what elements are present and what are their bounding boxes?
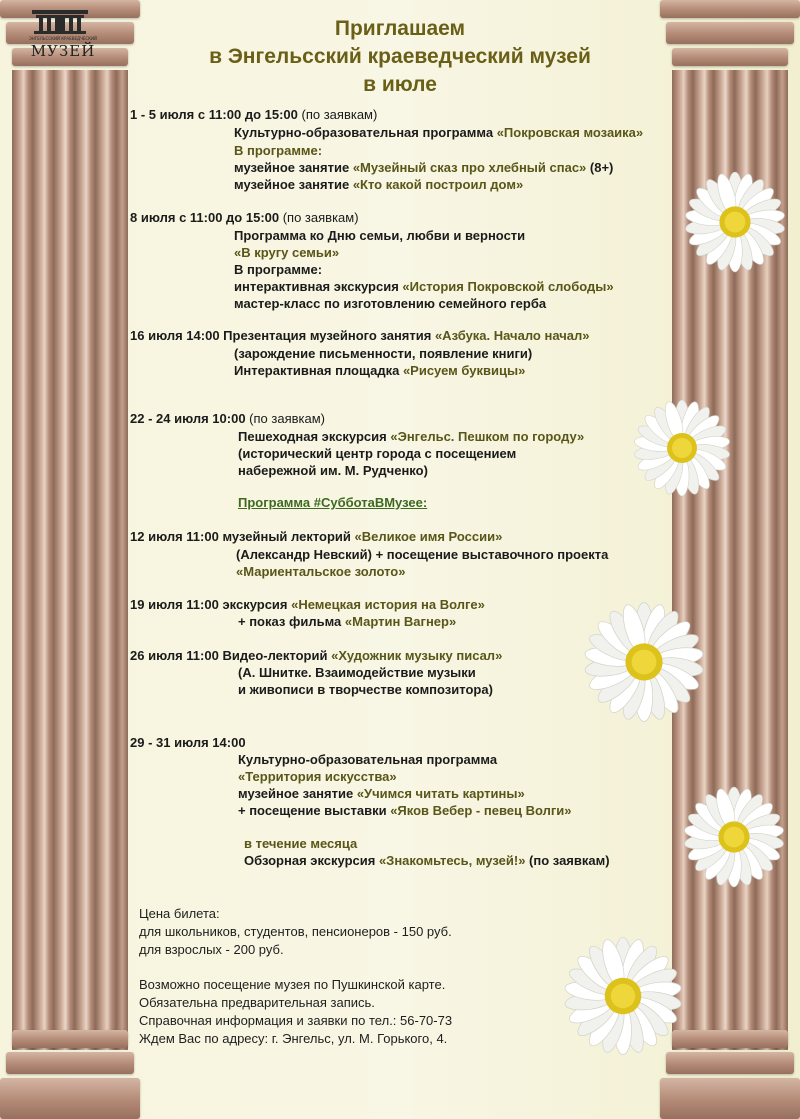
phone-number: 56-70-73 bbox=[400, 1013, 453, 1028]
event-note: (по заявкам) bbox=[525, 853, 610, 868]
event-8-line-3: «Территория искусства» bbox=[238, 769, 397, 784]
booking-note: Обязательна предварительная запись. bbox=[139, 995, 375, 1010]
event-5-line-1 bbox=[130, 528, 502, 545]
museum-logo bbox=[24, 8, 102, 64]
column-base-slab bbox=[0, 1078, 140, 1119]
event-date: 16 июля 14:00 bbox=[130, 328, 220, 343]
event-title: «История Покровской слободы» bbox=[402, 279, 614, 294]
event-title: «Энгельс. Пешком по городу» bbox=[390, 429, 585, 444]
event-6-line-1 bbox=[130, 596, 485, 613]
month-line-2 bbox=[244, 852, 610, 869]
event-8-line-4 bbox=[238, 785, 525, 802]
event-5-line-2: (Александр Невский) + посещение выставочного проекта bbox=[236, 547, 609, 562]
event-text: Культурно-образовательная программа bbox=[234, 125, 497, 140]
event-title: «Немецкая история на Волге» bbox=[291, 597, 485, 612]
event-6-line-2 bbox=[238, 613, 456, 630]
column-base-slab bbox=[660, 1078, 800, 1119]
event-text: Видео-лекторий bbox=[218, 648, 332, 663]
event-text: музейное занятие bbox=[238, 786, 357, 801]
event-text: музейное занятие bbox=[234, 160, 353, 175]
pushkin-card-note: Возможно посещение музея по Пушкинской карте. bbox=[139, 977, 446, 992]
event-text: Пешеходная экскурсия bbox=[238, 429, 391, 444]
event-8-line-2: Культурно-образовательная программа bbox=[238, 752, 498, 767]
event-title: «Мартин Вагнер» bbox=[344, 614, 457, 629]
title-line-3: в июле bbox=[363, 73, 437, 96]
ticket-heading: Цена билета: bbox=[139, 906, 220, 921]
event-4-date bbox=[130, 410, 325, 427]
event-date: 26 июля 11:00 bbox=[130, 648, 219, 663]
logo-text: МУЗЕЙ bbox=[30, 42, 96, 60]
title-line-1: Приглашаем bbox=[334, 17, 466, 40]
event-text: музейное занятие bbox=[234, 177, 353, 192]
subbota-heading: Программа #СубботаВМузее: bbox=[238, 495, 428, 510]
event-4-line-4: набережной им. М. Рудченко) bbox=[238, 463, 428, 478]
event-8-date: 29 - 31 июля 14:00 bbox=[130, 735, 246, 750]
month-heading: в течение месяца bbox=[244, 836, 358, 851]
daisy-flower-icon bbox=[683, 170, 787, 274]
event-text: интерактивная экскурсия bbox=[234, 279, 403, 294]
left-column bbox=[0, 0, 140, 1119]
event-2-line-3: «В кругу семьи» bbox=[234, 245, 340, 260]
event-2-date bbox=[130, 209, 359, 226]
event-text: + посещение выставки bbox=[238, 803, 391, 818]
event-date: 22 - 24 июля 10:00 bbox=[130, 411, 246, 426]
column-cap-slab bbox=[666, 22, 794, 44]
event-date: 1 - 5 июля с 11:00 до 15:00 bbox=[130, 107, 298, 122]
event-text: Интерактивная площадка bbox=[234, 363, 403, 378]
event-date: 19 июля 11:00 bbox=[130, 597, 219, 612]
column-base-slab bbox=[6, 1052, 134, 1074]
event-8-line-5 bbox=[238, 802, 572, 819]
event-title: «Рисуем буквицы» bbox=[402, 363, 526, 378]
phone-line bbox=[139, 1012, 452, 1030]
event-title: «Покровская мозаика» bbox=[496, 125, 644, 140]
event-3-line-1 bbox=[130, 327, 590, 344]
event-title: «Музейный сказ про хлебный спас» bbox=[352, 160, 587, 175]
event-date: 12 июля 11:00 bbox=[130, 529, 219, 544]
title-line-2: в Энгельсский краеведческий музей bbox=[209, 45, 591, 68]
event-1-line-3: В программе: bbox=[234, 143, 323, 158]
event-3-line-3 bbox=[234, 362, 525, 379]
event-4-line-3: (исторический центр города с посещением bbox=[238, 446, 517, 461]
event-text: экскурсия bbox=[218, 597, 292, 612]
address-line: Ждем Вас по адресу: г. Энгельс, ул. М. Горького, 4. bbox=[139, 1031, 448, 1046]
column-cap-slab bbox=[672, 48, 788, 66]
event-7-line-2: (А. Шнитке. Взаимодействие музыки bbox=[238, 665, 476, 680]
event-note: (по заявкам) bbox=[297, 107, 378, 122]
event-note: (по заявкам) bbox=[245, 411, 325, 426]
event-4-line-2 bbox=[238, 428, 584, 445]
daisy-flower-icon bbox=[560, 935, 686, 1057]
ticket-price-adult: для взрослых - 200 руб. bbox=[139, 942, 284, 957]
column-base-slab bbox=[672, 1030, 788, 1048]
event-date: 8 июля с 11:00 до 15:00 bbox=[130, 210, 280, 225]
event-title: «Знакомьтесь, музей!» bbox=[378, 853, 526, 868]
event-text: музейный лекторий bbox=[218, 529, 355, 544]
event-1-line-2 bbox=[234, 124, 643, 141]
logo-caption: ЭНГЕЛЬССКИЙ КРАЕВЕДЧЕСКИЙ bbox=[29, 36, 97, 41]
column-shaft bbox=[12, 70, 128, 1050]
event-1-date bbox=[130, 106, 377, 123]
event-3-line-2: (зарождение письменности, появление книги) bbox=[234, 346, 533, 361]
event-text: + показ фильма bbox=[238, 614, 345, 629]
event-title: «Азбука. Начало начал» bbox=[434, 328, 590, 343]
column-base-slab bbox=[12, 1030, 128, 1048]
event-2-line-2: Программа ко Дню семьи, любви и верности bbox=[234, 228, 526, 243]
phone-label: Справочная информация и заявки по тел.: bbox=[139, 1013, 401, 1028]
event-7-line-3: и живописи в творчестве композитора) bbox=[238, 682, 493, 697]
event-5-line-3: «Мариентальское золото» bbox=[236, 564, 406, 579]
event-note: (по заявкам) bbox=[279, 210, 359, 225]
event-text: Обзорная экскурсия bbox=[244, 853, 379, 868]
event-2-line-6: мастер-класс по изготовлению семейного герба bbox=[234, 296, 547, 311]
event-1-line-4 bbox=[234, 159, 613, 176]
event-age: (8+) bbox=[586, 160, 614, 175]
column-cap-slab bbox=[660, 0, 800, 18]
event-7-line-1 bbox=[130, 647, 502, 664]
event-title: «Художник музыку писал» bbox=[331, 648, 503, 663]
event-title: «Яков Вебер - певец Волги» bbox=[390, 803, 572, 818]
event-2-line-4: В программе: bbox=[234, 262, 323, 277]
daisy-flower-icon bbox=[582, 600, 706, 724]
event-title: «Учимся читать картины» bbox=[356, 786, 525, 801]
event-text: Презентация музейного занятия bbox=[219, 328, 435, 343]
museum-building-icon bbox=[30, 8, 90, 34]
ticket-price-reduced: для школьников, студентов, пенсионеров - 150 руб. bbox=[139, 924, 452, 939]
daisy-flower-icon bbox=[630, 398, 734, 498]
event-title: «Великое имя России» bbox=[354, 529, 503, 544]
event-2-line-5 bbox=[234, 278, 614, 295]
event-title: «Кто какой построил дом» bbox=[352, 177, 524, 192]
daisy-flower-icon bbox=[680, 785, 788, 889]
event-1-line-5 bbox=[234, 176, 523, 193]
